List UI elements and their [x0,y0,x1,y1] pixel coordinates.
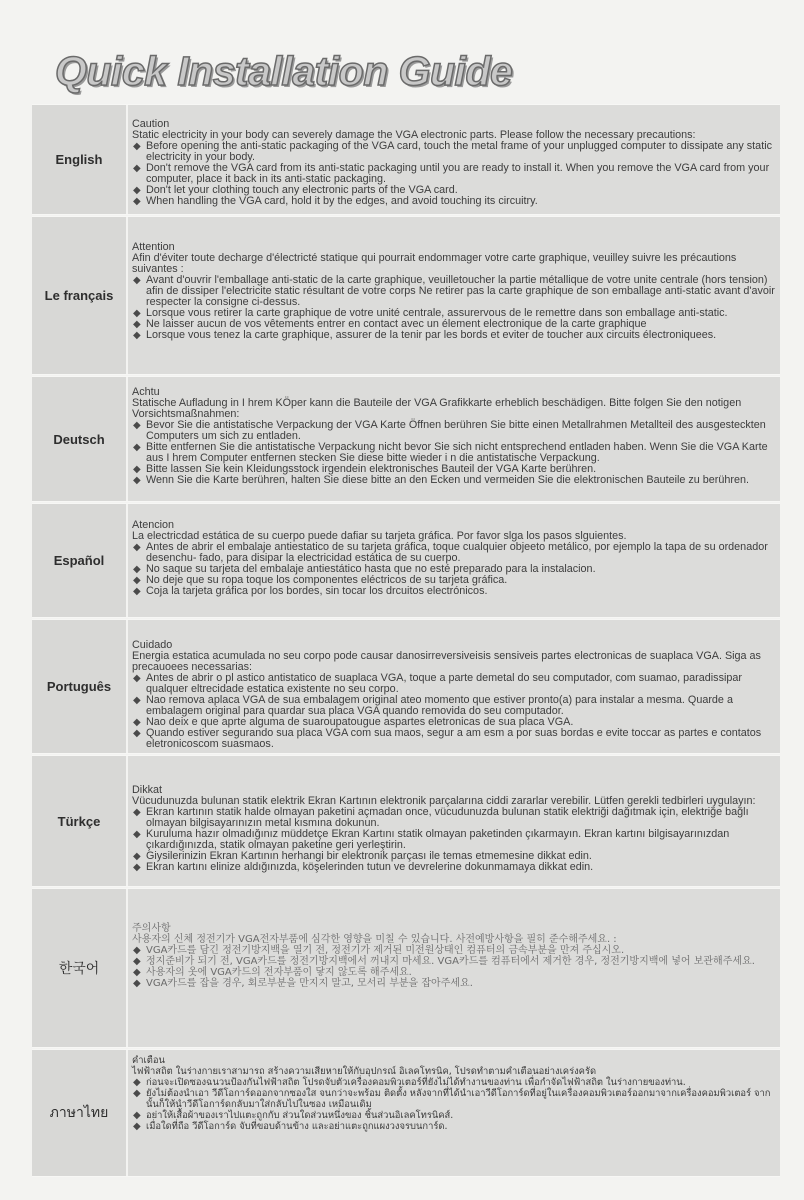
section-content [132,119,776,207]
section-content [132,242,776,341]
caution-heading: 주의사항 [132,923,171,934]
section-spanish [32,503,780,618]
language-label: Deutsch [32,377,128,501]
caution-heading: Caution [132,118,170,130]
section-korean [32,888,780,1048]
caution-heading: Cuidado [132,639,173,651]
list-item: ◆ ยังไม่ต้องนำเอา วีดีโอการ์ดออกจากซองใส จนกว่าจะพร้อม ติดตั้ง หลังจากที่ได้นำเอาวีดีโอการ์ดที่อยู่ในเครื่องคอมพิวเตอร์ออกมาจากเครื่องคอมพิวเตอร์ จากนั้นก็ให้นำวีดีโอการ์ดกลับมาใส่กลับไปในซอง เหมือนเดิม [146,1088,776,1110]
list-item: ◆ Avant d'ouvrir l'emballage anti-static de la carte graphique, veuilletoucher la partie métallique de votre unite centrale (hors tension) afin de dissiper l'electricite static résultant de votre corps Ne retirer pas la carte graphique de son emballage anti-static avant d'avoir respecter la consigne ci-dessus. [146,275,776,308]
intro-text: Vücudunuzda bulunan statik elektrik Ekran Kartının elektronik parçalarına ciddi zararlar verebilir. Lütfen gerekli tedbirleri uygulayın: [132,795,756,807]
list-item: ◆ Antes de abrir el embalaje antiestatico de su tarjeta gráfica, toque cualquier objeeto metálico, por ejemplo la tapa de su ordenador desenchu- fado, para disipar la electricidad estática de su cuerpo. [146,542,776,564]
list-item: ◆ Kuruluma hazır olmadığınız müddetçe Ekran Kartını statik olmayan paketinden çıkarmayın. Ekran kartını bilgisayarınızdan çıkardığınızda, statik olmayan paketine geri yerleştirin. [146,829,776,851]
intro-text: Static electricity in your body can severely damage the VGA electronic parts. Please follow the necessary precautions: [132,129,696,141]
precaution-list [132,542,776,597]
language-label: Português [32,620,128,753]
list-item: ◆ Don't remove the VGA card from its anti-static packaging until you are ready to install it. When you remove the VGA card from your computer, place it back in its anti-static packaging. [146,163,776,185]
list-item: ◆ No saque su tarjeta del embalaje antiestático hasta que no esté preparado para la instalacion. [146,564,776,575]
caution-heading: คำเตือน [132,1055,165,1066]
language-label: ภาษาไทย [32,1050,128,1176]
section-french [32,216,780,375]
list-item: ◆ Nao remova aplaca VGA de sua embalagem original ateo momento que estiver pronto(a) para instalar a mesma. Quarde a embalagem original para quardar sua placa VGA quando removida do seu computador. [146,695,776,717]
intro-text: La electricdad estática de su cuerpo puede dafiar su tarjeta gráfica. Por favor slga los pasos slguientes. [132,530,627,542]
list-item: ◆ When handling the VGA card, hold it by the edges, and avoid touching its circuitry. [146,196,776,207]
list-item: ◆ ก่อนจะเปิดซองฉนวนป้องกันไฟฟ้าสถิต โปรดจับตัวเครื่องคอมพิวเตอร์ที่ยังไม่ได้ทำงานของท่าน เพื่อกำจัดไฟฟ้าสถิต ในร่างกายของท่าน. [146,1077,776,1088]
list-item: ◆ VGA카드를 담긴 정전기방지백을 열기 전, 정전기가 제거된 미전원상태인 컴퓨터의 금속부분을 만져 주십시오. [146,945,776,956]
section-thai [32,1049,780,1177]
section-english [32,104,780,215]
intro-text: Statische Aufladung in I hrem KÖper kann die Bauteile der VGA Grafikkarte erheblich beschädigen. Bitte folgen Sie den notigen Vorsichtsmaßnahmen: [132,397,742,420]
intro-text: ไฟฟ้าสถิต ในร่างกายเราสามารถ สร้างความเสียหายให้กับอุปกรณ์ อิเลคโทรนิค, โปรดทำตามคำเตือนอย่างเคร่งครัด [132,1066,597,1077]
language-label: 한국어 [32,889,128,1047]
list-item: ◆ No deje que su ropa toque los componentes eléctricos de su tarjeta gráfica. [146,575,776,586]
list-item: ◆ Giysilerinizin Ekran Kartının herhangi bir elektronik parçası ile temas etmemesine dikkat edin. [146,851,776,862]
caution-heading: Atencion [132,519,175,531]
language-label: Türkçe [32,756,128,886]
precaution-list [132,945,776,989]
list-item: ◆ 사용자의 옷에 VGA카드의 전자부품이 닿지 않도록 해주세요. [146,967,776,978]
list-item: ◆ Bitte lassen Sie kein Kleidungsstock irgendein elektronisches Bauteil der VGA Karte berühren. [146,464,776,475]
section-content [132,923,776,989]
language-label: Le français [32,217,128,374]
list-item: ◆ อย่าให้เสื้อผ้าของเราไปแตะถูกกับ ส่วนใดส่วนหนึ่งของ ชิ้นส่วนอิเลคโทรนิคส์. [146,1110,776,1121]
list-item: ◆ Quando estiver segurando sua placa VGA com sua maos, segur a am esm a por suas bordas e evite toccar as partes e contatos eletronicoscom suasmaos. [146,728,776,750]
list-item: ◆ VGA카드를 잡을 경우, 회로부분을 만지지 말고, 모서리 부분을 잡아주세요. [146,978,776,989]
caution-heading: Attention [132,241,175,253]
section-content [132,1055,776,1132]
caution-heading: Dikkat [132,784,162,796]
list-item: ◆ Don't let your clothing touch any electronic parts of the VGA card. [146,185,776,196]
list-item: ◆ Ekran kartını elinize aldığınızda, köşelerinden tutun ve devrelerine dokunmamaya dikkat edin. [146,862,776,873]
precaution-list [132,1077,776,1132]
intro-text: Energia estatica acumulada no seu corpo pode causar danosirreversiveisis sensiveis partes electronicas de suaplaca VGA. Siga as precauoees necessarias: [132,650,761,673]
section-content [132,387,776,486]
section-portuguese [32,619,780,754]
intro-text: Afin d'éviter toute decharge d'électricté statique qui pourrait endommager votre carte graphique, veuilley suivre les précautions suivantes : [132,252,737,275]
list-item: ◆ Nao deix e que aprte alguma de suaroupatougue aspartes eletronicas de sua placa VGA. [146,717,776,728]
list-item: ◆ Antes de abrir o pl astico antistatico de suaplaca VGA, toque a parte demetal do seu computador, com suamao, paradissipar qualquer eltrecidade estatica existente no seu corpo. [146,673,776,695]
section-german [32,376,780,502]
precaution-list [132,420,776,486]
caution-heading: Achtu [132,386,160,398]
list-item: ◆ Bitte entfernen Sie die antistatische Verpackung nicht bevor Sie sich nicht entsprechend entladen haben. Wenn Sie die VGA Karte aus I hrem Computer entfernen stecken Sie diese bitte wieder i n die antistatische Verpackung. [146,442,776,464]
section-content [132,520,776,597]
precaution-list [132,141,776,207]
list-item: ◆ Ne laisser aucun de vos vêtements entrer en contact avec un élement electronique de la carte graphique [146,319,776,330]
precaution-list [132,275,776,341]
intro-text: 사용자의 신체 정전기가 VGA전자부품에 심각한 영향을 미칠 수 있습니다. 사전예방사항을 필히 준수해주세요. : [132,934,617,945]
section-content [132,785,776,873]
list-item: ◆ 정지준비가 되기 전, VGA카드를 정전기방지백에서 꺼내지 마세요. VGA카드를 컴퓨터에서 제거한 경우, 정전기방지백에 넣어 보관해주세요. [146,956,776,967]
page-title: Quick Installation Guide [55,48,513,94]
list-item: ◆ Wenn Sie die Karte berühren, halten Sie diese bitte an den Ecken und vermeiden Sie die elektronischen Bauteile zu berühren. [146,475,776,486]
list-item: ◆ Lorsque vous retirer la carte graphique de votre unité centrale, assurervous de le remettre dans son emballage anti-static. [146,308,776,319]
precaution-list [132,807,776,873]
language-label: English [32,105,128,214]
list-item: ◆ Bevor Sie die antistatische Verpackung der VGA Karte Öffnen berühren Sie bitte einen Metallrahmen Metallteil des ausgesteckten Computers um sich zu entladen. [146,420,776,442]
precaution-list [132,673,776,750]
list-item: ◆ Ekran kartının statik halde olmayan paketini açmadan once, vücudunuzda bulunan statik elektriği dağıtmak için, elektriğe bağlı olmayan bilgisayarınızın metal kısmına dokunun. [146,807,776,829]
list-item: ◆ Before opening the anti-static packaging of the VGA card, touch the metal frame of your unplugged computer to dissipate any static electricity in your body. [146,141,776,163]
section-content [132,640,776,750]
language-label: Español [32,504,128,617]
list-item: ◆ Coja la tarjeta gráfica por los bordes, sin tocar los drcuitos electrónicos. [146,586,776,597]
list-item: ◆ เมื่อใดที่ถือ วีดีโอการ์ด จับที่ขอบด้านข้าง และอย่าแตะถูกแผงวงจรบนการ์ด. [146,1121,776,1132]
list-item: ◆ Lorsque vous tenez la carte graphique, assurer de la tenir par les bords et eviter de toucher aux circuits électroniquees. [146,330,776,341]
section-turkish [32,755,780,887]
